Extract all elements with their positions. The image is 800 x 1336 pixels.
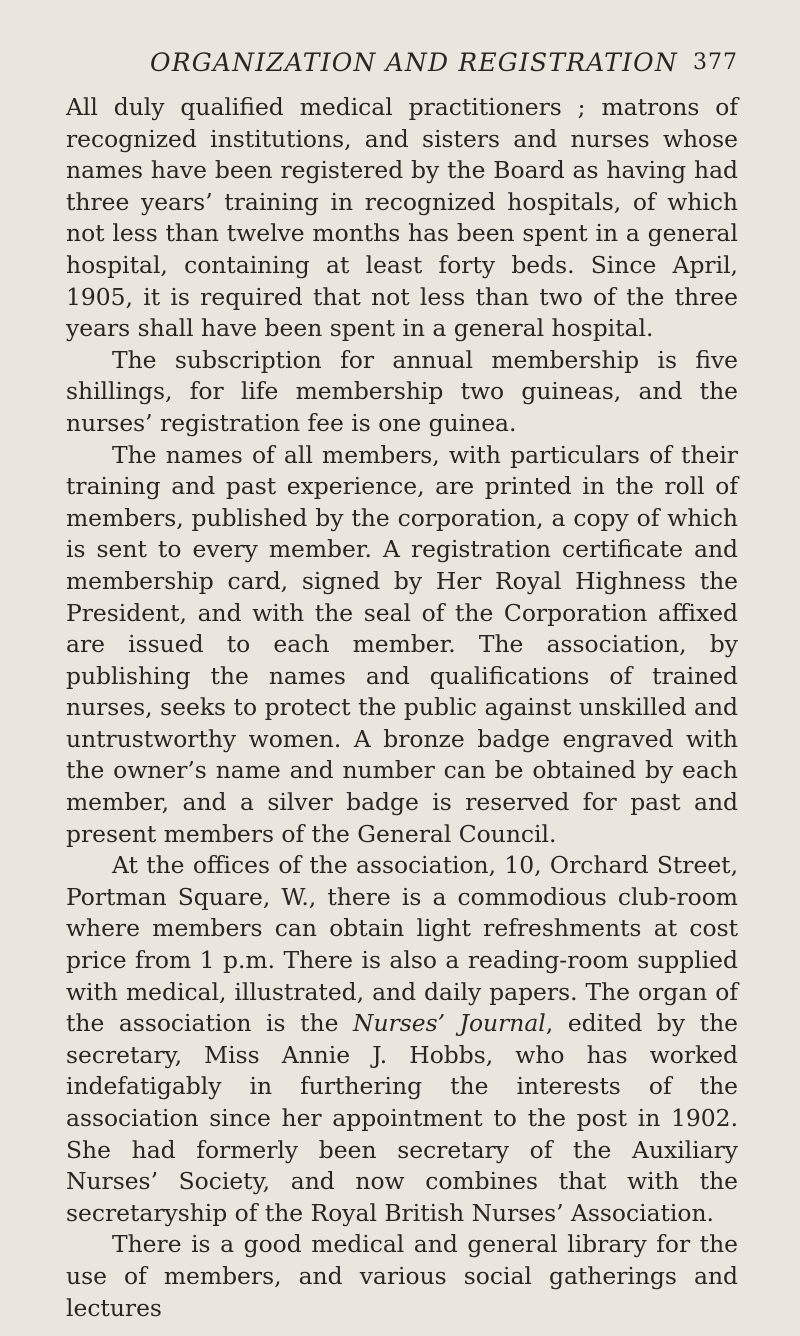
offices-text-after: , edited by the secretary, Miss Annie J. Hobbs, who has worked indefatigably in furthering the interests of the association since her appointment to the post in 1902. She had formerly been secretary of the Auxiliary Nurses’ Society, and now combines that with the secretaryship of the Royal British Nurses’ Association. bbox=[66, 1009, 738, 1227]
paragraph-subscription: The subscription for annual membership is five shillings, for life membership two guineas, and the nurses’ registration fee is one guinea. bbox=[66, 345, 738, 437]
paragraph-offices bbox=[66, 850, 738, 1229]
paragraph-eligibility: All duly qualified medical practitioners ; matrons of recognized institutions, and sisters and nurses whose names have been registered by the Board as having had three years’ training in recognized hospitals, of which not less than twelve months has been spent in a general hospital, containing at least forty beds. Since April, 1905, it is required that not less than two of the three years shall have been spent in a general hospital. bbox=[66, 93, 738, 343]
page-number: 377 bbox=[693, 50, 738, 75]
running-title: ORGANIZATION AND REGISTRATION bbox=[150, 48, 678, 77]
journal-title: Nurses’ Journal bbox=[353, 1009, 546, 1038]
paragraph-library: There is a good medical and general library for the use of members, and various social gatherings and lectures bbox=[66, 1230, 738, 1322]
body-text bbox=[66, 92, 738, 1324]
paragraph-roll-of-members: The names of all members, with particulars of their training and past experience, are printed in the roll of members, published by the corporation, a copy of which is sent to every member. A registration certificate and membership card, signed by Her Royal Highness the President, and with the seal of the Corporation affixed are issued to each member. The association, by publishing the names and qualifications of trained nurses, seeks to protect the public against unskilled and untrustworthy women. A bronze badge engraved with the owner’s name and number can be obtained by each member, and a silver badge is reserved for past and present members of the General Council. bbox=[66, 440, 738, 848]
running-head bbox=[66, 44, 738, 84]
offices-text-before: At the offices of the association, 10, Orchard Street, Portman Square, W., there is a commodious club-room where members can obtain light refreshments at cost price from 1 p.m. There is also a reading-room supplied with medical, illustrated, and daily papers. The organ of the association is the bbox=[66, 851, 738, 1038]
